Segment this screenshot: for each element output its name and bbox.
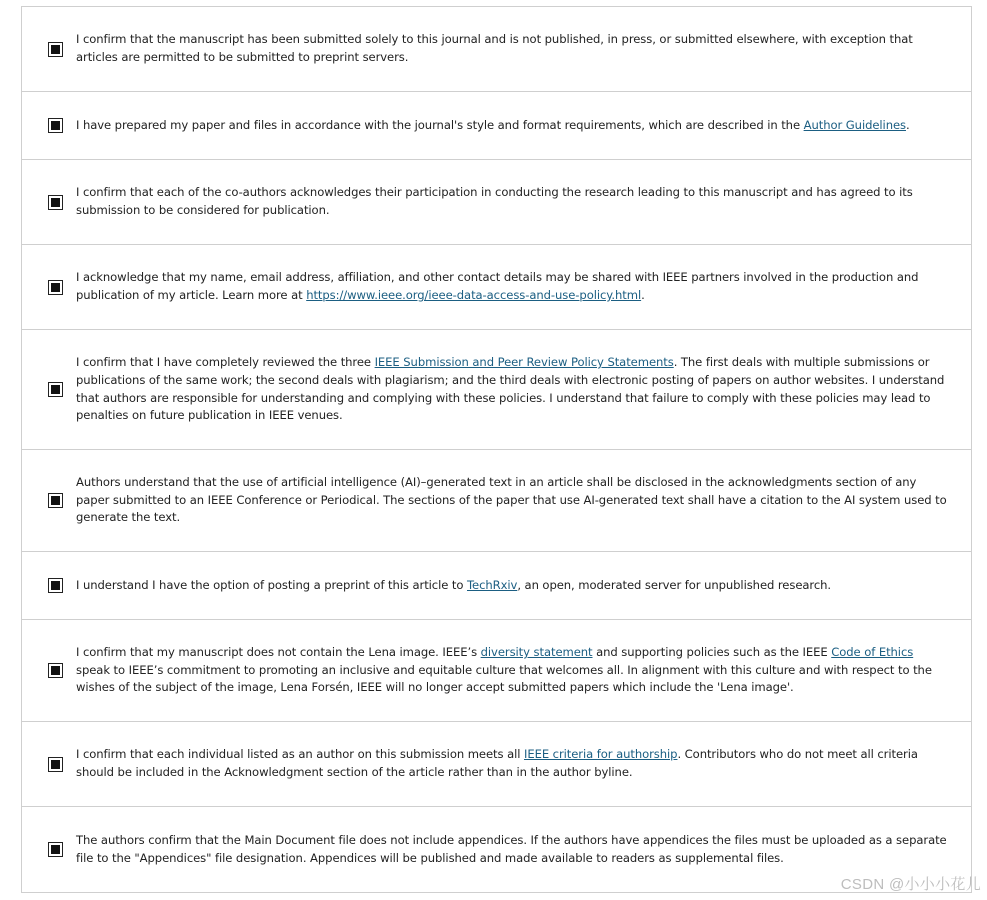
checkbox-sole-submission[interactable]	[48, 42, 63, 57]
checklist-item-text: Authors understand that the use of artificial intelligence (AI)–generated text in an article shall be disclosed in the acknowledgments section of any paper submitted to an IEEE Conference or Periodical. The sections of the paper that use AI-generated text shall have a citation to the AI system used to generate the text.	[76, 475, 947, 525]
data-access-policy-link[interactable]: https://www.ieee.org/ieee-data-access-and-use-policy.html	[306, 288, 642, 302]
checklist-item	[22, 330, 971, 450]
checklist-item-text: I confirm that each of the co-authors acknowledges their participation in conducting the research leading to this manuscript and has agreed to its submission to be considered for publication.	[76, 185, 913, 217]
checkbox-coauthor-acknowledgement[interactable]	[48, 195, 63, 210]
checklist-item-text: I understand I have the option of posting a preprint of this article to TechRxiv, an open, moderated server for unpublished research.	[76, 577, 831, 592]
submission-checklist	[21, 6, 972, 893]
checklist-item	[22, 160, 971, 245]
checkbox-policy-statements[interactable]	[48, 382, 63, 397]
checklist-item	[22, 807, 971, 893]
checkbox-no-appendices[interactable]	[48, 842, 63, 857]
checklist-item-text: The authors confirm that the Main Document file does not include appendices. If the authors have appendices the files must be uploaded as a separate file to the "Appendices" file designation. Appendices will be published and made available to readers as supplemental files.	[76, 832, 947, 865]
authorship-criteria-link[interactable]: IEEE criteria for authorship	[523, 747, 678, 762]
watermark: CSDN @小小小花儿	[840, 876, 981, 893]
checklist-item-text: I confirm that each individual listed as an author on this submission meets all IEEE criteria for authorship. Contributors who do not meet all criteria should be included in the Acknowledgment section of the article rather than in the author byline.	[76, 747, 918, 779]
policy-statements-link[interactable]: IEEE Submission and Peer Review Policy Statements	[374, 355, 674, 370]
checkbox-data-sharing[interactable]	[48, 280, 63, 295]
checkbox-lena-image[interactable]	[48, 663, 63, 678]
checkbox-ai-disclosure[interactable]	[48, 493, 63, 508]
checklist-item-text: I confirm that my manuscript does not contain the Lena image. IEEE’s diversity statement and supporting policies such as the IEEE Code of Ethics speak to IEEE’s commitment to promoting an inclusive and equitable culture that welcomes all. In alignment with this culture and with respect to the wishes of the subject of the image, Lena Forsén, IEEE will no longer accept submitted papers which include the 'Lena image'.	[76, 645, 932, 695]
checkbox-preprint-option[interactable]	[48, 578, 63, 593]
techrxiv-link[interactable]: TechRxiv	[467, 577, 518, 592]
checklist-item-text: I acknowledge that my name, email address, affiliation, and other contact details may be shared with IEEE partners involved in the production and publication of my article. Learn more at https://www.ieee.org/ieee-data-access-and-use-policy.html.	[76, 270, 919, 302]
diversity-statement-link[interactable]: diversity statement	[480, 645, 593, 660]
checklist-item	[22, 245, 971, 330]
code-of-ethics-link[interactable]: Code of Ethics	[831, 645, 914, 660]
checklist-item	[22, 620, 971, 722]
author-guidelines-link[interactable]: Author Guidelines	[803, 117, 906, 132]
checklist-item	[22, 722, 971, 807]
checkbox-authorship-criteria[interactable]	[48, 757, 63, 772]
checklist-item-text: I confirm that the manuscript has been submitted solely to this journal and is not published, in press, or submitted elsewhere, with exception that articles are permitted to be submitted to preprint servers.	[76, 32, 913, 64]
checklist-item	[22, 450, 971, 552]
checklist-item	[22, 7, 971, 92]
checklist-item	[22, 552, 971, 620]
checklist-item-text: I have prepared my paper and files in accordance with the journal's style and format requirements, which are described in the Author Guidelines.	[76, 117, 910, 132]
checkbox-format-requirements[interactable]	[48, 118, 63, 133]
checklist-item-text: I confirm that I have completely reviewed the three IEEE Submission and Peer Review Policy Statements. The first deals with multiple submissions or publications of the same work; the second deals with plagiarism; and the third deals with electronic posting of papers on author websites. I understand that authors are responsible for understanding and complying with these policies. I understand that failure to comply with these policies may lead to penalties on future publication in IEEE venues.	[76, 355, 945, 423]
checklist-item	[22, 92, 971, 160]
